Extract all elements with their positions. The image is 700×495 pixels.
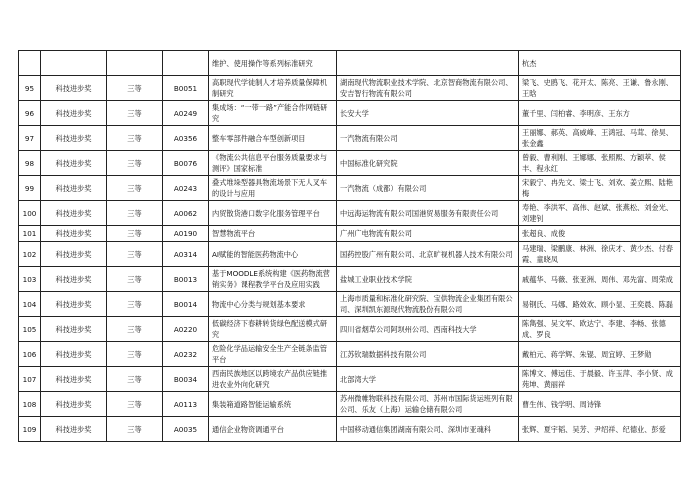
table-row-continued [19, 51, 681, 76]
cell-code: A0113 [163, 392, 209, 417]
table-row [19, 101, 681, 126]
cell-project: 《物流公共信息平台服务质量要求与测评》国家标准 [209, 151, 337, 176]
cell-project: 叠式堆垛型器具物流场景下无人叉车的设计与应用 [209, 176, 337, 201]
cell-no: 95 [19, 76, 41, 101]
cell-unit: 湖南现代物流职业技术学院、北京智商物流有限公司、安吉智行物流有限公司 [337, 76, 519, 101]
cell-people: 戴柏元、蒋学辉、朱锟、周宜婷、王梦勋 [519, 342, 681, 367]
cell-people: 宋毅宁、冉先文、梁士飞、刘欢、姜立熙、陆艳梅 [519, 176, 681, 201]
cell-unit: 国药控股广州有限公司、北京旷视机器人技术有限公司 [337, 242, 519, 267]
cell-unit: 中远海运物流有限公司国港贸易服务有限责任公司 [337, 201, 519, 226]
cell-grade: 三等 [107, 242, 163, 267]
cell-project: 智慧物流平台 [209, 226, 337, 242]
cell-type: 科技进步奖 [41, 151, 107, 176]
cell-type: 科技进步奖 [41, 292, 107, 317]
table-row [19, 76, 681, 101]
cell-people: 马建瑞、梁鹏康、林洲、徐庆才、黄少杰、付春霞、童晓凤 [519, 242, 681, 267]
cell-type: 科技进步奖 [41, 201, 107, 226]
cell-unit: 苏州微帷物联科技有限公司、苏州市国际货运班列有限公司、乐友（上海）运输仓储有限公司 [337, 392, 519, 417]
cell-people: 王丽娜、郝英、高威峰、王鸿冠、马茸、徐昊、张金鑫 [519, 126, 681, 151]
cell-type: 科技进步奖 [41, 101, 107, 126]
cell-code: A0220 [163, 317, 209, 342]
cell-people: 梁飞、史鸥飞、花开太、陈亮、王谦、鲁永刚、王晗 [519, 76, 681, 101]
cell-grade: 三等 [107, 176, 163, 201]
table-row [19, 242, 681, 267]
cell-unit: 一汽物流（成都）有限公司 [337, 176, 519, 201]
cell-code: B0013 [163, 267, 209, 292]
table-row [19, 151, 681, 176]
cell-code: A0243 [163, 176, 209, 201]
cell-grade: 三等 [107, 226, 163, 242]
cell-type: 科技进步奖 [41, 417, 107, 442]
cell-people: 寿艳、李洪军、高伟、赵斌、张燕松、刘金光、刘建钊 [519, 201, 681, 226]
cell-grade: 三等 [107, 201, 163, 226]
table-row [19, 267, 681, 292]
cell-no: 97 [19, 126, 41, 151]
cell-no: 96 [19, 101, 41, 126]
table-row [19, 417, 681, 442]
cell-no: 109 [19, 417, 41, 442]
cell-unit: 盐城工业职业技术学院 [337, 267, 519, 292]
cell-type: 科技进步奖 [41, 76, 107, 101]
cell-type: 科技进步奖 [41, 226, 107, 242]
cell-grade [107, 51, 163, 76]
cell-no: 107 [19, 367, 41, 392]
cell-grade: 三等 [107, 267, 163, 292]
cell-people: 陈博文、傅远佳、于晨毅、许玉萍、李小贤、成苑坤、黄丽祥 [519, 367, 681, 392]
cell-code: B0076 [163, 151, 209, 176]
cell-unit [337, 51, 519, 76]
cell-code: A0314 [163, 242, 209, 267]
cell-no: 104 [19, 292, 41, 317]
cell-unit: 北部湾大学 [337, 367, 519, 392]
cell-project: 通信企业物资调通平台 [209, 417, 337, 442]
cell-people: 陈雋强、吴文军、欧达宁、李建、李畅、张德成、罗良 [519, 317, 681, 342]
cell-type: 科技进步奖 [41, 176, 107, 201]
cell-project: 维护、使用操作等系列标准研究 [209, 51, 337, 76]
cell-people: 杭杰 [519, 51, 681, 76]
cell-no: 98 [19, 151, 41, 176]
cell-no: 106 [19, 342, 41, 367]
table-row [19, 292, 681, 317]
table-row [19, 367, 681, 392]
cell-project: 物流中心分类与规划基本要求 [209, 292, 337, 317]
cell-type [41, 51, 107, 76]
cell-people: 张辉、夏宇韬、吴芳、尹绍祥、纪德业、彭爱 [519, 417, 681, 442]
cell-people: 戚蕴华、马薇、张亚洲、周伟、邓先富、周荣成 [519, 267, 681, 292]
cell-project: AI赋能的智能医药物流中心 [209, 242, 337, 267]
cell-unit: 上海市质量和标准化研究院、宝供物流企业集团有限公司、深圳凯东源现代物流股份有限公司 [337, 292, 519, 317]
cell-code: A0062 [163, 201, 209, 226]
cell-project: 整车零部件融合车型创新项目 [209, 126, 337, 151]
cell-code: A0356 [163, 126, 209, 151]
cell-type: 科技进步奖 [41, 126, 107, 151]
table-row [19, 126, 681, 151]
cell-project: 低碳经济下春耕转货绿色配送模式研究 [209, 317, 337, 342]
cell-grade: 三等 [107, 101, 163, 126]
cell-code: B0051 [163, 76, 209, 101]
cell-no: 99 [19, 176, 41, 201]
cell-type: 科技进步奖 [41, 242, 107, 267]
cell-unit: 中国移动通信集团湖南有限公司、深圳市亚魂科 [337, 417, 519, 442]
cell-no: 108 [19, 392, 41, 417]
cell-grade: 三等 [107, 76, 163, 101]
cell-code: A0190 [163, 226, 209, 242]
table-row [19, 201, 681, 226]
cell-grade: 三等 [107, 417, 163, 442]
cell-unit: 江苏钦瑞数据科技有限公司 [337, 342, 519, 367]
cell-people: 曹生伟、钱学明、周诗锋 [519, 392, 681, 417]
cell-no [19, 51, 41, 76]
cell-no: 105 [19, 317, 41, 342]
cell-project: 基于MOODLE系统构建《医药物流营销实务》课程教学平台及应用实践 [209, 267, 337, 292]
cell-no: 101 [19, 226, 41, 242]
cell-unit: 广州广电物流有限公司 [337, 226, 519, 242]
cell-unit: 中国标准化研究院 [337, 151, 519, 176]
cell-project: 内贸散货港口数字化服务管理平台 [209, 201, 337, 226]
cell-unit: 长安大学 [337, 101, 519, 126]
cell-type: 科技进步奖 [41, 317, 107, 342]
cell-code: B0034 [163, 367, 209, 392]
cell-no: 102 [19, 242, 41, 267]
table-row [19, 317, 681, 342]
cell-grade: 三等 [107, 292, 163, 317]
cell-unit: 四川省烟草公司阿坝州公司、西南科技大学 [337, 317, 519, 342]
cell-no: 103 [19, 267, 41, 292]
cell-type: 科技进步奖 [41, 367, 107, 392]
cell-type: 科技进步奖 [41, 342, 107, 367]
table-row [19, 176, 681, 201]
cell-type: 科技进步奖 [41, 392, 107, 417]
table-row [19, 392, 681, 417]
cell-people: 张超良、成俊 [519, 226, 681, 242]
cell-grade: 三等 [107, 317, 163, 342]
cell-code: A0232 [163, 342, 209, 367]
cell-grade: 三等 [107, 392, 163, 417]
cell-project: 集成场：“一带一路”产能合作网链研究 [209, 101, 337, 126]
cell-no: 100 [19, 201, 41, 226]
cell-grade: 三等 [107, 342, 163, 367]
cell-project: 危险化学品运输安全生产全链条监管平台 [209, 342, 337, 367]
cell-project: 集装箱道路智能运输系统 [209, 392, 337, 417]
cell-grade: 三等 [107, 151, 163, 176]
cell-unit: 一汽物流有限公司 [337, 126, 519, 151]
cell-type: 科技进步奖 [41, 267, 107, 292]
award-table-page [18, 50, 680, 442]
table-row [19, 342, 681, 367]
cell-people: 董千里、闫柏睿、李明彦、王东方 [519, 101, 681, 126]
award-table [18, 50, 681, 442]
cell-grade: 三等 [107, 367, 163, 392]
cell-grade: 三等 [107, 126, 163, 151]
cell-code: A0035 [163, 417, 209, 442]
cell-code: A0249 [163, 101, 209, 126]
cell-project: 高职现代学徒制人才培养质量保障机制研究 [209, 76, 337, 101]
cell-code: B0014 [163, 292, 209, 317]
table-row [19, 226, 681, 242]
cell-code [163, 51, 209, 76]
cell-people: 易钢氏、马娜、路效欢、顾小显、王奕晨、陈磊 [519, 292, 681, 317]
cell-project: 西南民族地区以跨境农产品供应链推进农业外向化研究 [209, 367, 337, 392]
cell-people: 曾毅、曹利刚、王娜娜、张照熙、方颖萃、侯丰、程永红 [519, 151, 681, 176]
